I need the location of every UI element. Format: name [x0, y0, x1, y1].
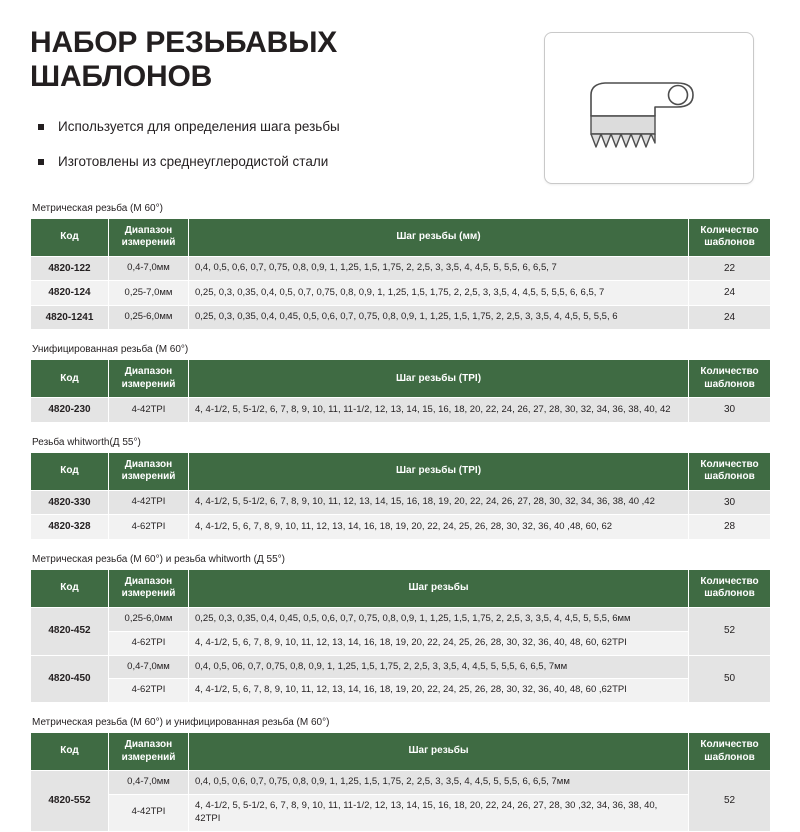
table-section-whitworth	[0, 437, 800, 540]
col-header-code: Код	[31, 360, 109, 398]
table-caption: Метрическая резьба (М 60°) и унифицированная резьба (М 60°)	[32, 717, 330, 729]
table-header-row	[31, 218, 771, 256]
col-header-pitch: Шаг резьбы	[189, 569, 689, 607]
col-header-code: Код	[31, 733, 109, 771]
table-header-row	[31, 360, 771, 398]
cell-range: 4-42TPI	[109, 490, 189, 515]
table-row	[31, 281, 771, 306]
cell-pitch: 0,25, 0,3, 0,35, 0,4, 0,45, 0,5, 0,6, 0,7, 0,75, 0,8, 0,9, 1, 1,25, 1,5, 1,75, 2, 2,5, 3, 3,5, 4, 4,5, 5, 5,5, 6	[189, 305, 689, 330]
table-row	[31, 256, 771, 281]
col-header-qty: Количество шаблонов	[689, 360, 771, 398]
cell-code: 4820-552	[31, 771, 109, 831]
col-header-qty: Количество шаблонов	[689, 218, 771, 256]
table-section-metric-unified	[0, 717, 800, 831]
col-header-code: Код	[31, 218, 109, 256]
table-caption: Метрическая резьба (М 60°) и резьба whitworth (Д 55°)	[32, 553, 285, 565]
cell-range: 4-62TPI	[109, 515, 189, 540]
col-header-range: Диапазон измерений	[109, 452, 189, 490]
table-caption: Унифицированная резьба (М 60°)	[32, 344, 189, 356]
cell-pitch: 0,4, 0,5, 06, 0,7, 0,75, 0,8, 0,9, 1, 1,25, 1,5, 1,75, 2, 2,5, 3, 3,5, 4, 4,5, 5, 5,5, 6, 6,5, 7мм	[189, 655, 689, 679]
cell-range: 4-42TPI	[109, 398, 189, 423]
col-header-pitch: Шаг резьбы (TPI)	[189, 360, 689, 398]
table-header-row	[31, 569, 771, 607]
table-row	[31, 607, 771, 631]
product-image-frame	[544, 32, 754, 184]
table-row	[31, 398, 771, 423]
cell-qty: 52	[689, 771, 771, 831]
cell-range: 0,4-7,0мм	[109, 655, 189, 679]
cell-qty: 28	[689, 515, 771, 540]
table-section-metric	[0, 203, 800, 331]
table-row	[31, 631, 771, 655]
cell-code: 4820-1241	[31, 305, 109, 330]
square-bullet-icon	[38, 159, 44, 165]
table-row	[31, 771, 771, 795]
cell-range: 0,4-7,0мм	[109, 256, 189, 281]
spec-table-metric-unified	[30, 732, 771, 831]
col-header-pitch: Шаг резьбы (мм)	[189, 218, 689, 256]
col-header-qty: Количество шаблонов	[689, 569, 771, 607]
col-header-range: Диапазон измерений	[109, 360, 189, 398]
table-row	[31, 794, 771, 831]
cell-pitch: 4, 4-1/2, 5, 6, 7, 8, 9, 10, 11, 12, 13, 14, 16, 18, 19, 20, 22, 24, 25, 26, 28, 30, 32, 36, 40, 48, 60 ,62TPI	[189, 679, 689, 703]
table-row	[31, 655, 771, 679]
col-header-pitch: Шаг резьбы (TPI)	[189, 452, 689, 490]
cell-pitch: 0,4, 0,5, 0,6, 0,7, 0,75, 0,8, 0,9, 1, 1,25, 1,5, 1,75, 2, 2,5, 3, 3,5, 4, 4,5, 5, 5,5, 6, 6,5, 7мм	[189, 771, 689, 795]
col-header-qty: Количество шаблонов	[689, 452, 771, 490]
cell-qty: 30	[689, 490, 771, 515]
thread-gauge-illustration-icon	[559, 48, 739, 168]
cell-code: 4820-122	[31, 256, 109, 281]
col-header-range: Диапазон измерений	[109, 569, 189, 607]
table-row	[31, 515, 771, 540]
cell-qty: 22	[689, 256, 771, 281]
table-header-row	[31, 733, 771, 771]
square-bullet-icon	[38, 124, 44, 130]
spec-table-unified	[30, 359, 771, 423]
col-header-qty: Количество шаблонов	[689, 733, 771, 771]
cell-qty: 50	[689, 655, 771, 703]
cell-range: 4-62TPI	[109, 631, 189, 655]
table-caption: Метрическая резьба (М 60°)	[32, 202, 163, 214]
col-header-range: Диапазон измерений	[109, 218, 189, 256]
table-header-row	[31, 452, 771, 490]
cell-range: 4-62TPI	[109, 679, 189, 703]
list-item	[30, 153, 510, 171]
cell-pitch: 0,4, 0,5, 0,6, 0,7, 0,75, 0,8, 0,9, 1, 1,25, 1,5, 1,75, 2, 2,5, 3, 3,5, 4, 4,5, 5, 5,5, 6, 6,5, 7	[189, 256, 689, 281]
cell-qty: 52	[689, 607, 771, 655]
cell-pitch: 4, 4-1/2, 5, 5-1/2, 6, 7, 8, 9, 10, 11, 12, 13, 14, 15, 16, 18, 19, 20, 22, 24, 26, 27, 28, 30, 32, 34, 36, 38, 40 ,42	[189, 490, 689, 515]
table-row	[31, 305, 771, 330]
cell-qty: 24	[689, 305, 771, 330]
page-title: НАБОР РЕЗЬБАВЫХ ШАБЛОНОВ	[30, 26, 338, 93]
cell-code: 4820-450	[31, 655, 109, 703]
feature-text: Используется для определения шага резьбы	[58, 118, 340, 134]
cell-range: 0,25-7,0мм	[109, 281, 189, 306]
cell-qty: 30	[689, 398, 771, 423]
table-section-unified	[0, 344, 800, 423]
col-header-pitch: Шаг резьбы	[189, 733, 689, 771]
page-header	[0, 0, 800, 189]
cell-qty: 24	[689, 281, 771, 306]
cell-pitch: 4, 4-1/2, 5, 6, 7, 8, 9, 10, 11, 12, 13, 14, 16, 18, 19, 20, 22, 24, 25, 26, 28, 30, 32, 36, 40 ,48, 60, 62	[189, 515, 689, 540]
cell-range: 0,25-6,0мм	[109, 305, 189, 330]
header-text-block	[30, 26, 510, 189]
cell-pitch: 4, 4-1/2, 5, 6, 7, 8, 9, 10, 11, 12, 13, 14, 16, 18, 19, 20, 22, 24, 25, 26, 28, 30, 32, 36, 40, 48, 60, 62TPI	[189, 631, 689, 655]
table-caption: Резьба whitworth(Д 55°)	[32, 436, 141, 448]
feature-list	[30, 118, 510, 171]
spec-table-metric	[30, 218, 771, 331]
col-header-code: Код	[31, 452, 109, 490]
col-header-range: Диапазон измерений	[109, 733, 189, 771]
cell-pitch: 0,25, 0,3, 0,35, 0,4, 0,5, 0,7, 0,75, 0,8, 0,9, 1, 1,25, 1,5, 1,75, 2, 2,5, 3, 3,5, 4, 4,5, 5, 5,5, 6, 6,5, 7	[189, 281, 689, 306]
cell-pitch: 0,25, 0,3, 0,35, 0,4, 0,45, 0,5, 0,6, 0,7, 0,75, 0,8, 0,9, 1, 1,25, 1,5, 1,75, 2, 2,5, 3, 3,5, 4, 4,5, 5, 5,5, 6мм	[189, 607, 689, 631]
cell-code: 4820-328	[31, 515, 109, 540]
cell-code: 4820-330	[31, 490, 109, 515]
table-section-metric-whitworth	[0, 554, 800, 703]
table-row	[31, 679, 771, 703]
cell-range: 4-42TPI	[109, 794, 189, 831]
spec-table-metric-whitworth	[30, 569, 771, 703]
cell-pitch: 4, 4-1/2, 5, 5-1/2, 6, 7, 8, 9, 10, 11, 11-1/2, 12, 13, 14, 15, 16, 18, 20, 22, 24, 26, 27, 28, 30, 32, 34, 36, 38, 40, 42	[189, 398, 689, 423]
cell-range: 0,25-6,0мм	[109, 607, 189, 631]
spec-table-whitworth	[30, 452, 771, 540]
table-row	[31, 490, 771, 515]
cell-pitch: 4, 4-1/2, 5, 5-1/2, 6, 7, 8, 9, 10, 11, 11-1/2, 12, 13, 14, 15, 16, 18, 20, 22, 24, 26, 27, 28, 30 ,32, 34, 36, 38, 40, 42TPI	[189, 794, 689, 831]
col-header-code: Код	[31, 569, 109, 607]
cell-code: 4820-124	[31, 281, 109, 306]
cell-range: 0,4-7,0мм	[109, 771, 189, 795]
cell-code: 4820-230	[31, 398, 109, 423]
feature-text: Изготовлены из среднеуглеродистой стали	[58, 154, 329, 170]
list-item	[30, 118, 510, 136]
cell-code: 4820-452	[31, 607, 109, 655]
